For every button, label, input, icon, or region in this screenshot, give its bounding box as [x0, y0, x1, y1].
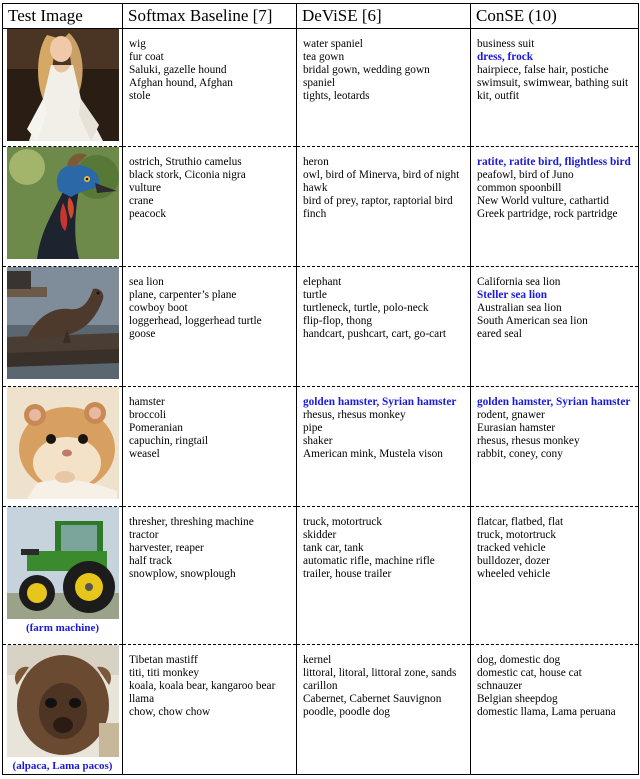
prediction-item: bulldozer, dozer [477, 555, 550, 567]
devise-prediction-list [297, 147, 470, 221]
prediction-item: tracked vehicle [477, 542, 546, 554]
softmax-prediction-list [123, 645, 296, 719]
prediction-item: wheeled vehicle [477, 568, 551, 580]
conse-predictions-cell [471, 267, 639, 387]
prediction-item: stole [129, 90, 151, 102]
conse-prediction-list [471, 147, 638, 221]
prediction-item: spaniel [303, 77, 335, 89]
softmax-prediction-list [123, 267, 296, 341]
correct-prediction: ratite, ratite bird, flightless bird [477, 156, 631, 168]
cassowary-photo [7, 147, 119, 259]
prediction-item: water spaniel [303, 38, 363, 50]
prediction-item: poodle, poodle dog [303, 706, 390, 718]
prediction-item: Belgian sheepdog [477, 693, 558, 705]
prediction-item: plane, carpenter’s plane [129, 289, 237, 301]
table-row [3, 267, 639, 387]
conse-prediction-list [471, 387, 638, 461]
prediction-item: dog, domestic dog [477, 654, 561, 666]
alpaca-photo [7, 645, 119, 757]
test-image-cell [3, 507, 123, 645]
devise-prediction-list [297, 29, 470, 103]
prediction-item: sea lion [129, 276, 164, 288]
test-image-cell [3, 29, 123, 147]
conse-prediction-list [471, 645, 638, 719]
softmax-prediction-list [123, 29, 296, 103]
prediction-item: Eurasian hamster [477, 422, 556, 434]
correct-prediction: golden hamster, Syrian hamster [303, 396, 457, 408]
prediction-item: domestic llama, Lama peruana [477, 706, 616, 718]
prediction-item: llama [129, 693, 155, 705]
prediction-item: Afghan hound, Afghan [129, 77, 233, 89]
conse-prediction-list [471, 507, 638, 581]
devise-prediction-list [297, 267, 470, 341]
prediction-item: pipe [303, 422, 323, 434]
prediction-item: rhesus, rhesus monkey [477, 435, 580, 447]
prediction-item: koala, koala bear, kangaroo bear [129, 680, 276, 692]
prediction-item: hairpiece, false hair, postiche [477, 64, 609, 76]
prediction-item: Saluki, gazelle hound [129, 64, 227, 76]
prediction-item: rhesus, rhesus monkey [303, 409, 406, 421]
conse-predictions-cell [471, 29, 639, 147]
softmax-prediction-list [123, 387, 296, 461]
prediction-item: crane [129, 195, 154, 207]
header-softmax: Softmax Baseline [7] [123, 4, 297, 29]
prediction-item: half track [129, 555, 172, 567]
prediction-item: goose [129, 328, 156, 340]
conse-prediction-list [471, 267, 638, 341]
prediction-item: kit, outfit [477, 90, 520, 102]
softmax-prediction-list [123, 507, 296, 581]
softmax-predictions-cell [123, 507, 297, 645]
softmax-predictions-cell [123, 29, 297, 147]
prediction-item: turtleneck, turtle, polo-neck [303, 302, 429, 314]
prediction-item: thresher, threshing machine [129, 516, 254, 528]
prediction-item: tank car, tank [303, 542, 364, 554]
prediction-item: black stork, Ciconia nigra [129, 169, 246, 181]
prediction-item: rodent, gnawer [477, 409, 545, 421]
softmax-predictions-cell [123, 147, 297, 267]
prediction-item: Greek partridge, rock partridge [477, 208, 618, 220]
prediction-item: rabbit, coney, cony [477, 448, 563, 460]
conse-prediction-list [471, 29, 638, 103]
prediction-item: domestic cat, house cat [477, 667, 582, 679]
table-row [3, 645, 639, 775]
prediction-item: trailer, house trailer [303, 568, 392, 580]
prediction-item: Australian sea lion [477, 302, 562, 314]
results-table [2, 3, 639, 775]
prediction-item: cowboy boot [129, 302, 188, 314]
prediction-item: turtle [303, 289, 327, 301]
table-row [3, 29, 639, 147]
prediction-item: titi, titi monkey [129, 667, 199, 679]
image-ground-truth-label: (alpaca, Lama pacos) [12, 760, 113, 772]
correct-prediction: golden hamster, Syrian hamster [477, 396, 631, 408]
test-image-cell [3, 645, 123, 775]
hamster-photo [7, 387, 119, 499]
prediction-item: weasel [129, 448, 160, 460]
green-tractor-photo [7, 507, 119, 619]
prediction-item: ostrich, Struthio camelus [129, 156, 242, 168]
devise-predictions-cell [297, 267, 471, 387]
prediction-item: hawk [303, 182, 328, 194]
conse-predictions-cell [471, 387, 639, 507]
prediction-item: common spoonbill [477, 182, 562, 194]
prediction-item: bridal gown, wedding gown [303, 64, 430, 76]
prediction-item: automatic rifle, machine rifle [303, 555, 435, 567]
sea-lion-photo [7, 267, 119, 379]
conse-predictions-cell [471, 507, 639, 645]
test-image-cell [3, 147, 123, 267]
prediction-item: wig [129, 38, 146, 50]
conse-predictions-cell [471, 147, 639, 267]
prediction-item: bird of prey, raptor, raptorial bird [303, 195, 453, 207]
devise-prediction-list [297, 645, 470, 719]
prediction-item: skidder [303, 529, 337, 541]
prediction-item: tights, leotards [303, 90, 370, 102]
prediction-item: broccoli [129, 409, 167, 421]
devise-predictions-cell [297, 147, 471, 267]
prediction-item: swimsuit, swimwear, bathing suit [477, 77, 629, 89]
conse-predictions-cell [471, 645, 639, 775]
table-row [3, 387, 639, 507]
prediction-item: Tibetan mastiff [129, 654, 198, 666]
prediction-item: loggerhead, loggerhead turtle [129, 315, 262, 327]
header-devise: DeViSE [6] [297, 4, 471, 29]
prediction-item: kernel [303, 654, 332, 666]
prediction-item: vulture [129, 182, 161, 194]
prediction-item: finch [303, 208, 327, 220]
correct-prediction: dress, frock [477, 51, 534, 63]
prediction-item: chow, chow chow [129, 706, 211, 718]
devise-predictions-cell [297, 387, 471, 507]
woman-white-dress-photo [7, 29, 119, 141]
prediction-item: truck, motortruck [303, 516, 383, 528]
prediction-item: hamster [129, 396, 165, 408]
devise-predictions-cell [297, 645, 471, 775]
prediction-item: shaker [303, 435, 333, 447]
table-row [3, 507, 639, 645]
prediction-item: business suit [477, 38, 535, 50]
test-image-cell [3, 267, 123, 387]
prediction-item: California sea lion [477, 276, 561, 288]
prediction-item: schnauzer [477, 680, 523, 692]
softmax-predictions-cell [123, 387, 297, 507]
prediction-item: littoral, litoral, littoral zone, sands [303, 667, 457, 679]
prediction-item: tractor [129, 529, 159, 541]
prediction-item: Pomeranian [129, 422, 183, 434]
prediction-item: owl, bird of Minerva, bird of night [303, 169, 460, 181]
devise-predictions-cell [297, 507, 471, 645]
header-conse: ConSE (10) [471, 4, 639, 29]
softmax-predictions-cell [123, 645, 297, 775]
prediction-item: New World vulture, cathartid [477, 195, 609, 207]
devise-prediction-list [297, 507, 470, 581]
prediction-item: harvester, reaper [129, 542, 204, 554]
prediction-item: American mink, Mustela vison [303, 448, 443, 460]
prediction-item: heron [303, 156, 329, 168]
prediction-item: South American sea lion [477, 315, 588, 327]
prediction-item: handcart, pushcart, cart, go-cart [303, 328, 447, 340]
correct-prediction: Steller sea lion [477, 289, 548, 301]
prediction-item: elephant [303, 276, 342, 288]
prediction-item: carillon [303, 680, 338, 692]
prediction-item: truck, motortruck [477, 529, 557, 541]
header-test-image: Test Image [3, 4, 123, 29]
prediction-item: fur coat [129, 51, 164, 63]
image-ground-truth-label: (farm machine) [25, 622, 99, 634]
prediction-item: Cabernet, Cabernet Sauvignon [303, 693, 442, 705]
prediction-item: peacock [129, 208, 167, 220]
test-image-cell [3, 387, 123, 507]
prediction-item: flip-flop, thong [303, 315, 373, 327]
header-row [3, 4, 639, 29]
prediction-item: capuchin, ringtail [129, 435, 209, 447]
prediction-item: snowplow, snowplough [129, 568, 236, 580]
prediction-item: tea gown [303, 51, 345, 63]
prediction-item: flatcar, flatbed, flat [477, 516, 564, 528]
softmax-predictions-cell [123, 267, 297, 387]
prediction-item: peafowl, bird of Juno [477, 169, 574, 181]
devise-predictions-cell [297, 29, 471, 147]
prediction-item: eared seal [477, 328, 522, 340]
table-row [3, 147, 639, 267]
devise-prediction-list [297, 387, 470, 461]
softmax-prediction-list [123, 147, 296, 221]
